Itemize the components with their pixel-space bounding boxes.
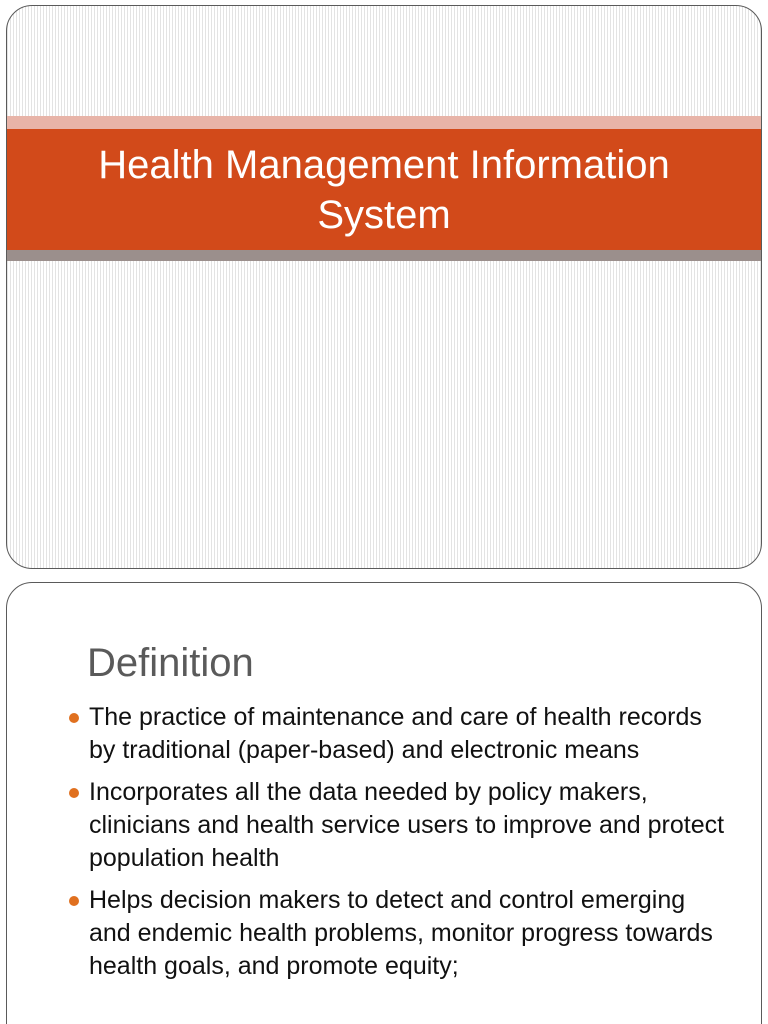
title-band <box>7 129 761 250</box>
bullet-text: The practice of maintenance and care of health records by traditional (paper-based) and electronic means <box>89 703 702 764</box>
bullet-dot-icon <box>69 713 79 723</box>
bullet-dot-icon <box>69 788 79 798</box>
definition-heading: Definition <box>87 641 254 685</box>
bullet-item <box>7 701 747 767</box>
bullet-dot-icon <box>69 896 79 906</box>
definition-bullet-list <box>7 701 747 992</box>
title-band-bottom-stripe <box>7 250 761 261</box>
definition-slide <box>6 582 762 1024</box>
title-slide <box>6 5 762 569</box>
slide-title: Health Management Information System <box>98 142 670 237</box>
bullet-item <box>7 776 747 875</box>
title-band-top-stripe <box>7 116 761 129</box>
bullet-item <box>7 884 747 983</box>
bullet-text: Incorporates all the data needed by policy makers, clinicians and health service users to improve and protect population health <box>89 778 725 872</box>
bullet-text: Helps decision makers to detect and control emerging and endemic health problems, monitor progress towards health goals, and promote equity; <box>89 886 713 980</box>
